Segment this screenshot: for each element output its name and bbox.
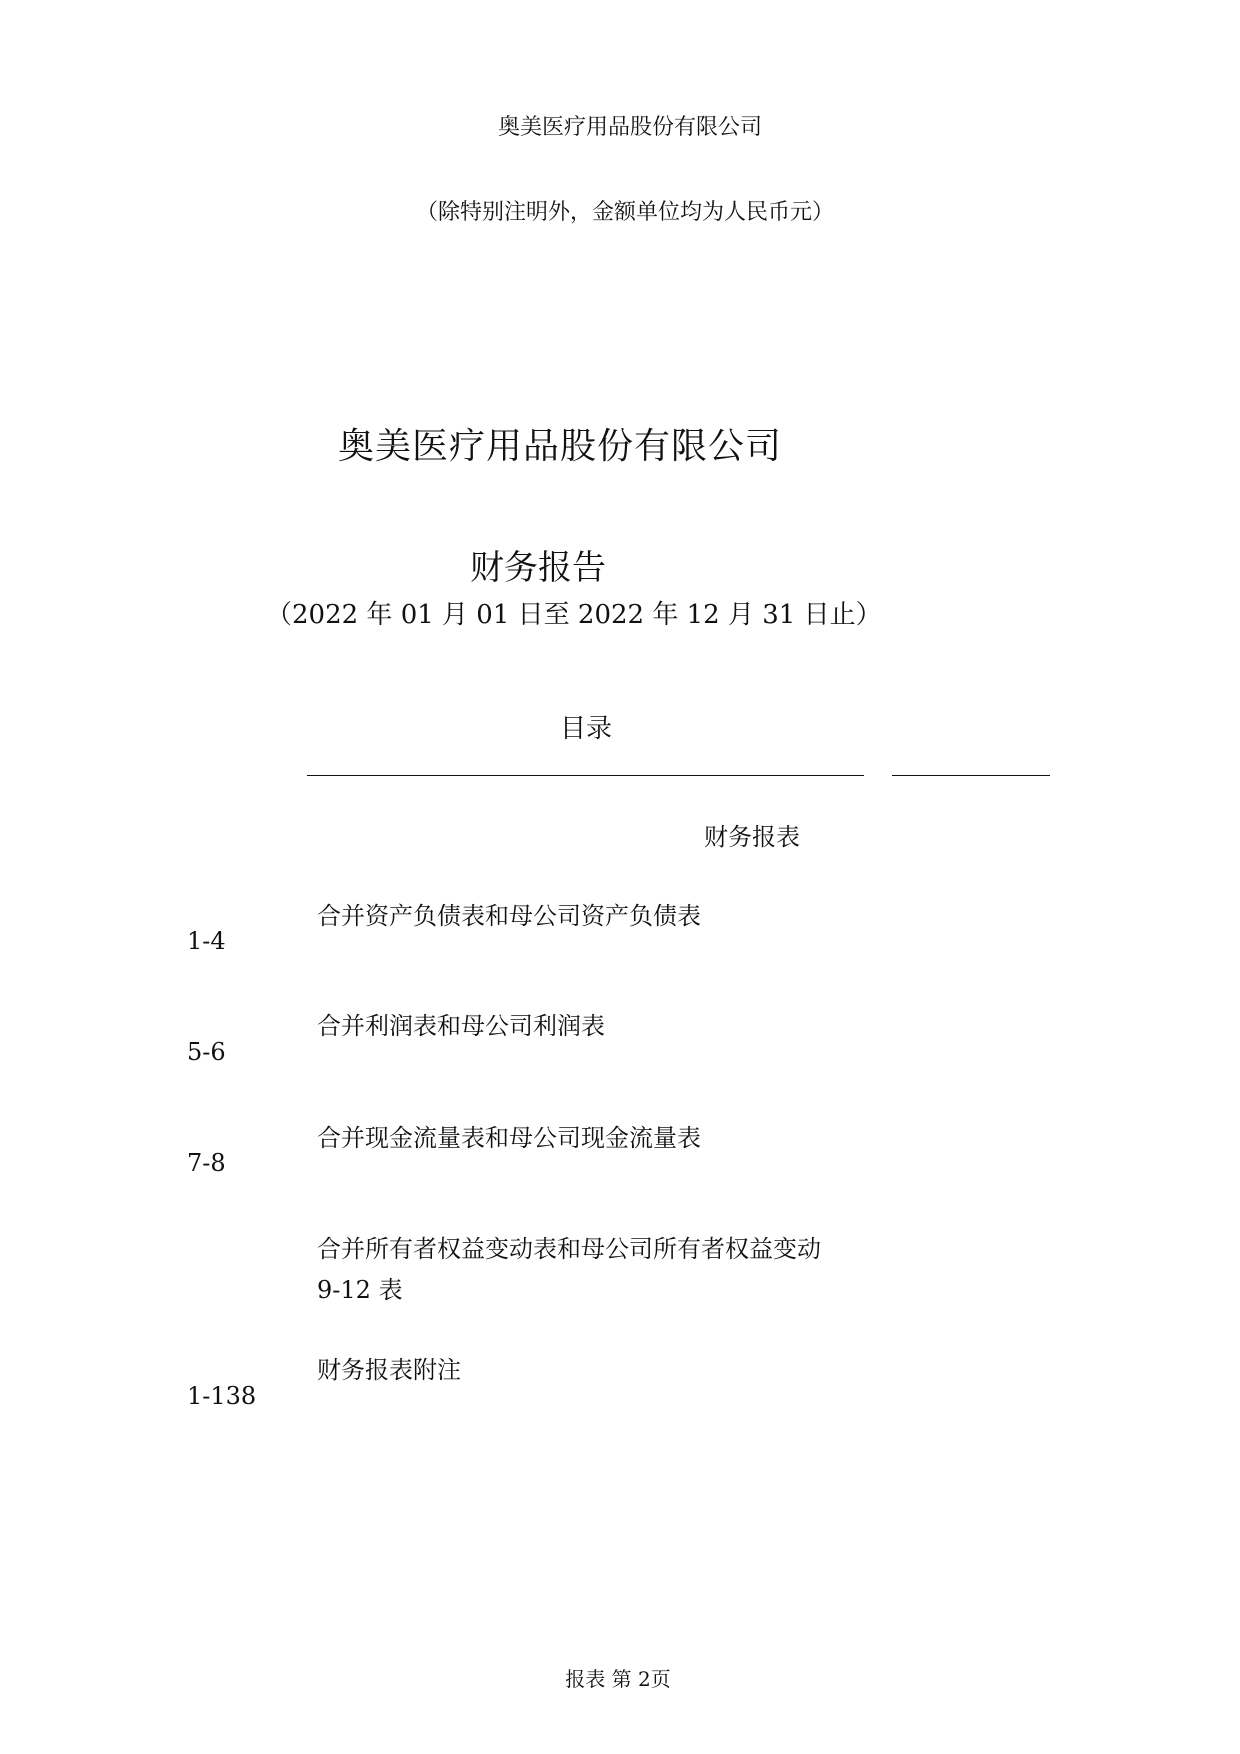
toc-divider-short (892, 775, 1050, 776)
report-period: （2022 年 01 月 01 日至 2022 年 12 月 31 日止） (266, 600, 882, 630)
header-company-name: 奥美医疗用品股份有限公司 (497, 115, 762, 140)
toc-entry-label: 合并利润表和母公司利润表 (317, 1012, 605, 1040)
report-title: 财务报告 (470, 548, 606, 588)
toc-entry-pages: 7-8 (187, 1149, 226, 1177)
toc-divider-long (307, 775, 864, 776)
toc-entry-label: 合并现金流量表和母公司现金流量表 (317, 1124, 701, 1152)
toc-entry-label: 合并所有者权益变动表和母公司所有者权益变动 (317, 1235, 821, 1263)
toc-entry-pages: 1-138 (187, 1382, 257, 1410)
currency-unit-note: （除特别注明外，金额单位均为人民币元） (416, 200, 835, 225)
toc-entry-label: 合并资产负债表和母公司资产负债表 (317, 902, 701, 930)
cover-company-name: 奥美医疗用品股份有限公司 (338, 426, 783, 467)
toc-entry-pages: 9-12 (317, 1276, 371, 1304)
toc-entry-pages: 5-6 (187, 1038, 226, 1066)
toc-entry-label: 财务报表附注 (317, 1356, 461, 1384)
toc-entry-continuation (317, 1270, 403, 1305)
toc-entry-label-suffix: 表 (378, 1276, 403, 1304)
toc-title: 目录 (560, 714, 613, 744)
page-footer: 报表 第 2页 (565, 1667, 671, 1691)
toc-section-heading: 财务报表 (704, 823, 800, 851)
toc-entry-pages: 1-4 (187, 927, 226, 955)
